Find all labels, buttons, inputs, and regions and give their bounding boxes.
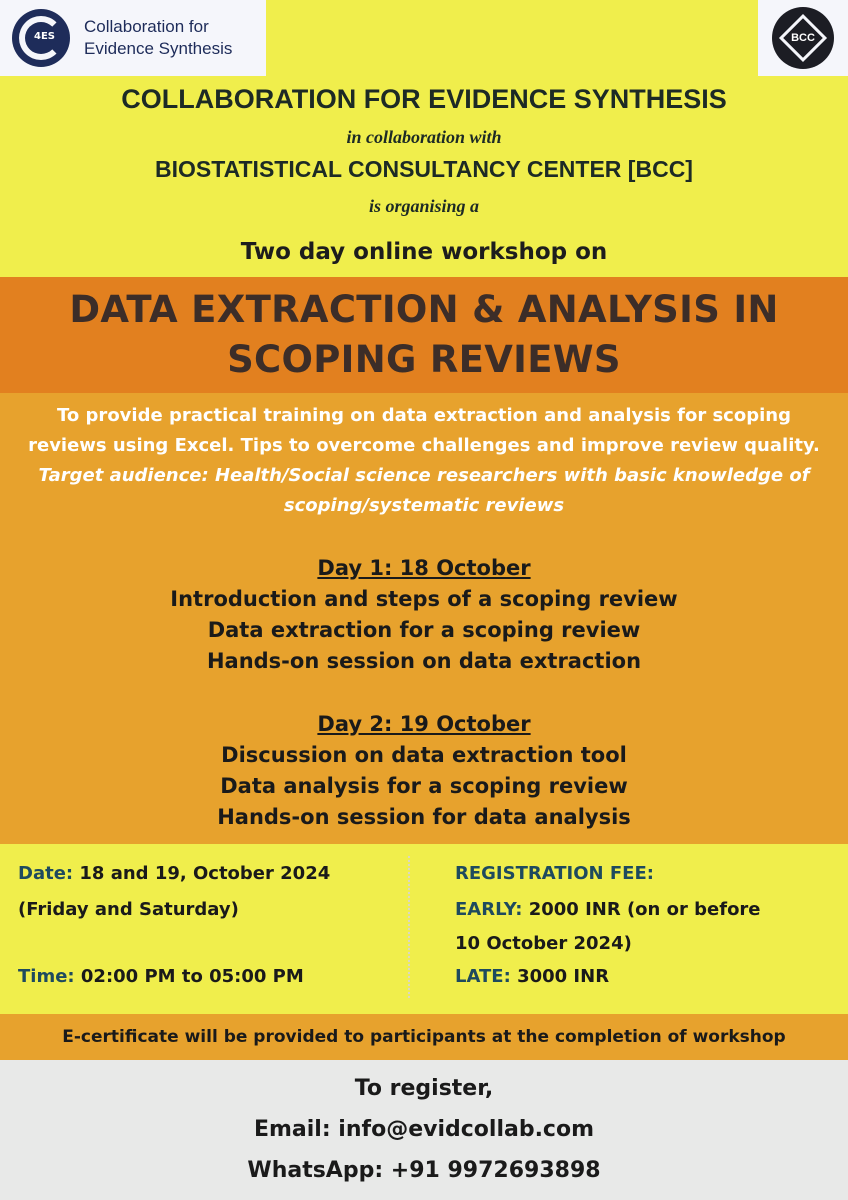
organizer-name: COLLABORATION FOR EVIDENCE SYNTHESIS — [121, 84, 727, 114]
date-row: Date: 18 and 19, October 2024 — [18, 863, 331, 884]
day-2-schedule — [0, 709, 848, 833]
list-item: Hands-on session on data extraction — [206, 649, 642, 673]
title-line-2: SCOPING REVIEWS — [227, 338, 621, 381]
event-details — [0, 844, 848, 1014]
time-row: Time: 02:00 PM to 05:00 PM — [18, 966, 304, 987]
main-section — [0, 393, 848, 844]
target-audience: Target audience: Health/Social science researchers with basic knowledge of — [38, 465, 810, 486]
register-heading: To register, — [354, 1076, 494, 1101]
title-line-1: DATA EXTRACTION & ANALYSIS IN — [69, 288, 779, 331]
day-heading: Day 1: 18 October — [317, 556, 531, 580]
list-item: Introduction and steps of a scoping review — [170, 587, 678, 611]
list-item: Data extraction for a scoping review — [207, 618, 641, 642]
list-item: Data analysis for a scoping review — [220, 774, 628, 798]
header-section — [0, 0, 848, 277]
contact-section — [0, 1060, 848, 1200]
early-fee: EARLY: 2000 INR (on or before — [455, 899, 761, 920]
day-1-schedule — [0, 553, 848, 677]
list-item: Hands-on session for data analysis — [217, 805, 631, 829]
day-heading: Day 2: 19 October — [317, 712, 531, 736]
workshop-title — [0, 277, 848, 393]
whatsapp-contact[interactable]: WhatsApp: +91 9972693898 — [247, 1158, 601, 1183]
bcc-logo-icon: BCC — [772, 7, 834, 69]
description: To provide practical training on data extraction and analysis for scoping reviews using Excel. Tips to overcome challenges and improve review quality. Target audience: Health/Social science researchers with basic knowledge of scoping/systematic reviews — [0, 401, 848, 521]
list-item: Discussion on data extraction tool — [221, 743, 627, 767]
fee-heading: REGISTRATION FEE: — [455, 863, 654, 884]
early-fee-deadline: 10 October 2024) — [455, 933, 632, 954]
ces-logo — [0, 0, 266, 76]
workshop-intro: Two day online workshop on — [240, 239, 608, 265]
ces-logo-name: Collaboration for Evidence Synthesis — [84, 17, 233, 58]
organising-text: is organising a — [368, 196, 480, 216]
email-contact[interactable]: Email: info@evidcollab.com — [253, 1117, 595, 1142]
day-names: (Friday and Saturday) — [18, 899, 239, 920]
divider — [408, 856, 410, 998]
certificate-note: E-certificate will be provided to participants at the completion of workshop — [0, 1014, 848, 1060]
collab-text: in collaboration with — [346, 127, 502, 147]
late-fee: LATE: 3000 INR — [455, 966, 610, 987]
partner-name: BIOSTATISTICAL CONSULTANCY CENTER [BCC] — [155, 156, 693, 182]
ces-logo-icon: 4ES — [12, 9, 70, 67]
bcc-logo — [758, 0, 848, 76]
